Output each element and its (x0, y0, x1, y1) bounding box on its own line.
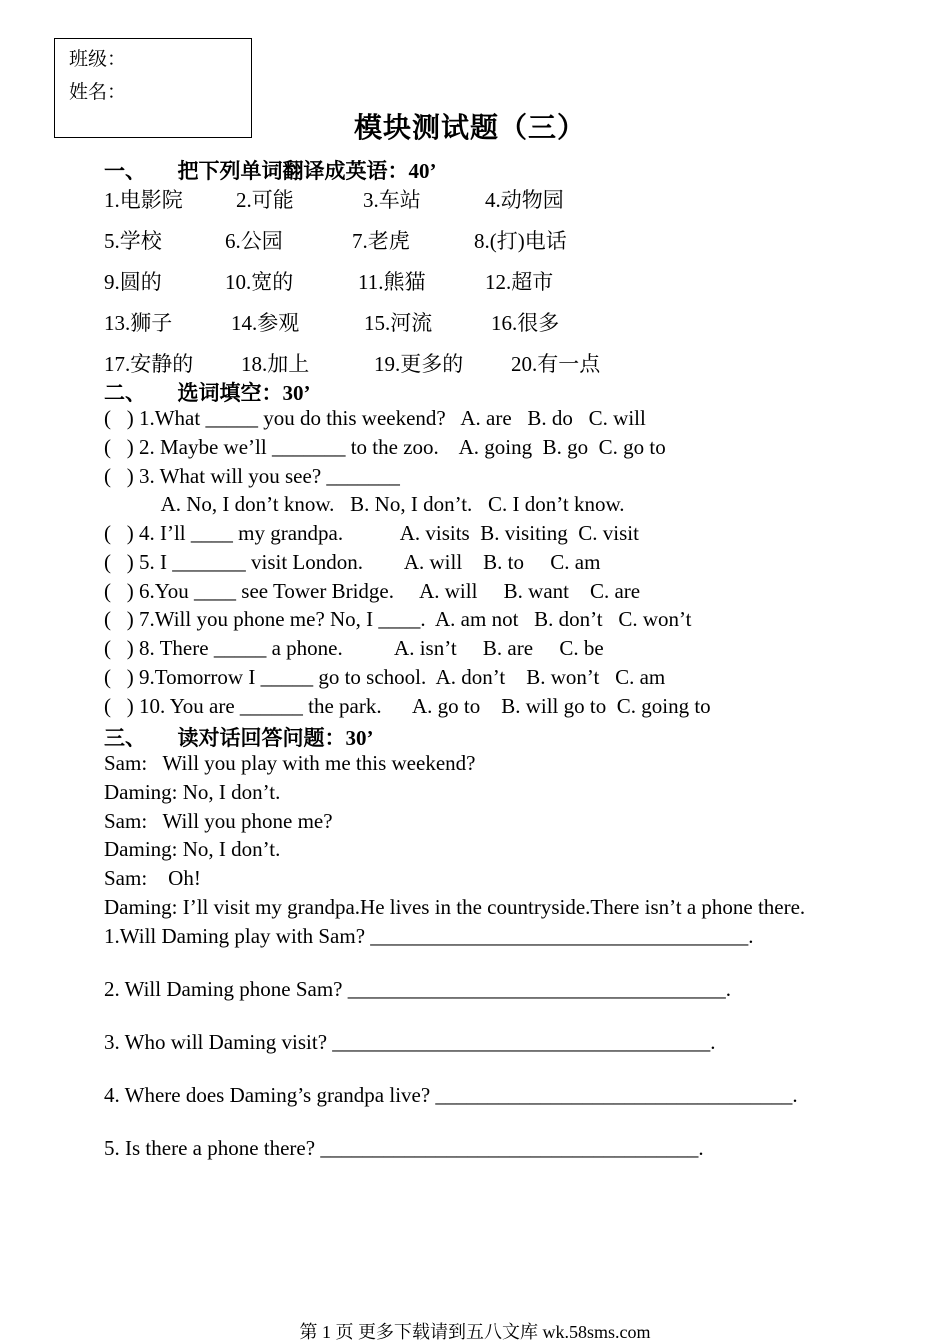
dialogue-line: Daming: I’ll visit my grandpa.He lives in the countryside.There isn’t a phone there. (104, 895, 806, 919)
choice-question: ( ) 5. I _______ visit London. A. will B. to C. am (104, 550, 601, 574)
word-item: 13.狮子 (104, 311, 173, 335)
word-item: 11.熊猫 (358, 270, 426, 294)
word-item: 3.车站 (363, 188, 421, 212)
word-item: 17.安静的 (104, 352, 194, 376)
class-label: 班级： (69, 49, 127, 70)
dialogue-line: Sam: Will you play with me this weekend? (104, 751, 476, 775)
word-item: 10.宽的 (225, 270, 294, 294)
word-item: 15.河流 (364, 311, 433, 335)
dialogue-line: Daming: No, I don’t. (104, 837, 281, 861)
choice-question: ( ) 6.You ____ see Tower Bridge. A. will B. want C. are (104, 579, 641, 603)
choice-options: A. No, I don’t know. B. No, I don’t. C. I don’t know. (104, 492, 625, 516)
word-item: 2.可能 (236, 188, 294, 212)
section3-heading: 三、 读对话回答问题：30’ (104, 726, 374, 750)
dialogue-line: Sam: Will you phone me? (104, 809, 333, 833)
page-footer: 第 1 页 更多下载请到五八文库 wk.58sms.com (299, 1322, 651, 1342)
dialogue-line: Daming: No, I don’t. (104, 780, 281, 804)
word-item: 16.很多 (491, 311, 560, 335)
dialogue-line: Sam: Oh! (104, 866, 201, 890)
page-title: 模块测试题（三） (353, 113, 586, 144)
word-item: 18.加上 (241, 352, 310, 376)
choice-question: ( ) 7.Will you phone me? No, I ____. A. am not B. don’t C. won’t (104, 607, 692, 631)
answer-question: 2. Will Daming phone Sam? ____________________________________. (104, 977, 731, 1001)
section2-heading: 二、 选词填空：30’ (104, 381, 311, 405)
answer-question: 3. Who will Daming visit? ____________________________________. (104, 1030, 716, 1054)
name-label: 姓名： (69, 82, 127, 103)
answer-question: 5. Is there a phone there? ____________________________________. (104, 1136, 704, 1160)
word-item: 5.学校 (104, 229, 162, 253)
choice-question: ( ) 4. I’ll ____ my grandpa. A. visits B. visiting C. visit (104, 521, 639, 545)
word-item: 19.更多的 (374, 352, 464, 376)
section1-heading: 一、 把下列单词翻译成英语：40’ (104, 159, 437, 183)
word-item: 12.超市 (485, 270, 554, 294)
choice-question: ( ) 3. What will you see? _______ (104, 464, 400, 488)
word-item: 7.老虎 (352, 229, 410, 253)
choice-question: ( ) 9.Tomorrow I _____ go to school. A. don’t B. won’t C. am (104, 665, 666, 689)
answer-question: 4. Where does Daming’s grandpa live? __________________________________. (104, 1083, 798, 1107)
word-item: 20.有一点 (511, 352, 601, 376)
choice-question: ( ) 8. There _____ a phone. A. isn’t B. are C. be (104, 636, 604, 660)
word-item: 1.电影院 (104, 188, 183, 212)
word-item: 4.动物园 (485, 188, 564, 212)
word-item: 9.圆的 (104, 270, 162, 294)
choice-question: ( ) 1.What _____ you do this weekend? A. are B. do C. will (104, 406, 646, 430)
choice-question: ( ) 10. You are ______ the park. A. go to B. will go to C. going to (104, 694, 711, 718)
word-item: 14.参观 (231, 311, 300, 335)
word-item: 8.(打)电话 (474, 229, 567, 253)
choice-question: ( ) 2. Maybe we’ll _______ to the zoo. A. going B. go C. go to (104, 435, 666, 459)
answer-question: 1.Will Daming play with Sam? ____________________________________. (104, 924, 754, 948)
word-item: 6.公园 (225, 229, 283, 253)
